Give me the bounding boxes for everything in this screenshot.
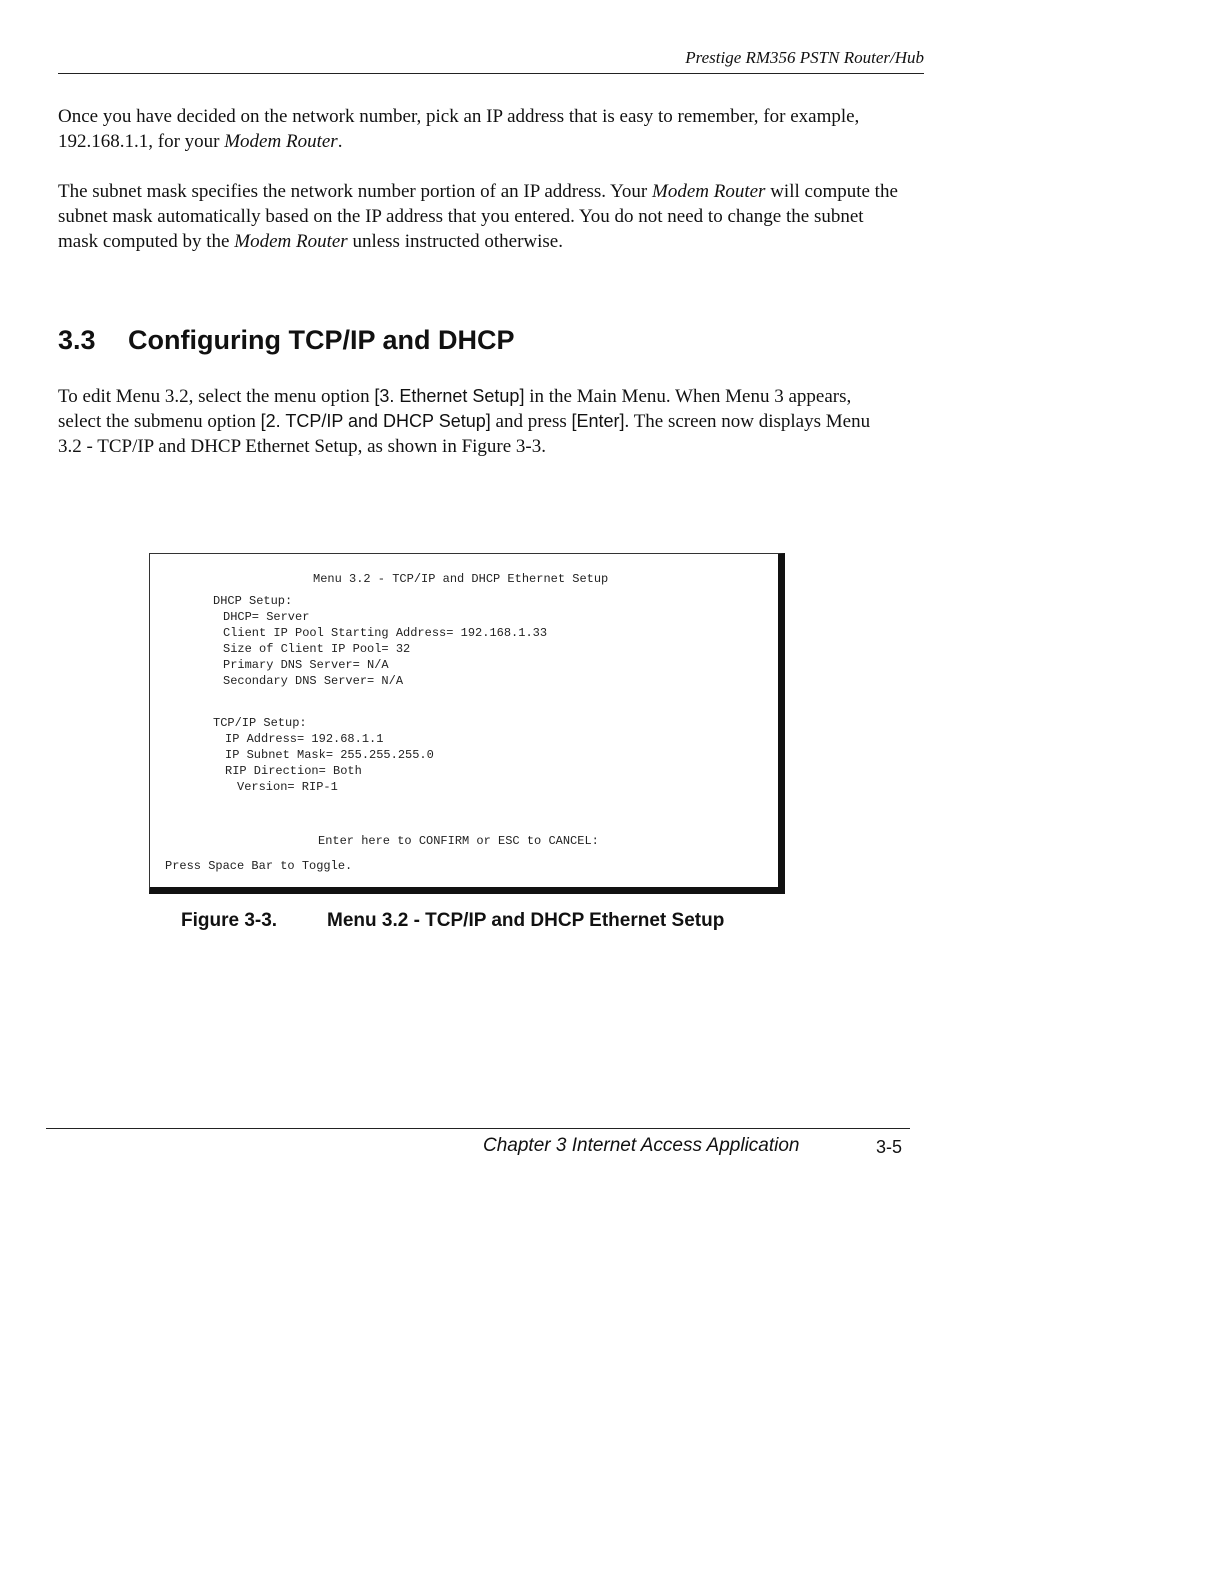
figure-caption-text: Menu 3.2 - TCP/IP and DHCP Ethernet Setup xyxy=(327,910,725,931)
paragraph-text: will compute the subnet mask automatically based on the IP address that you entered. You do not need to change the subnet mask computed by the xyxy=(58,181,898,252)
section-heading xyxy=(58,322,515,358)
terminal-screen xyxy=(149,553,785,894)
running-header: Prestige RM356 PSTN Router/Hub xyxy=(685,48,924,67)
paragraph-text: Once you have decided on the network number, pick an IP address that is easy to remember, for example, 192.168.1.1, for your xyxy=(58,106,860,152)
figure-label: Figure 3-3. xyxy=(181,910,278,931)
footer-rule xyxy=(46,1128,910,1129)
modem-router-term: Modem Router xyxy=(224,131,338,152)
paragraph-text: . The screen now displays Menu 3.2 - TCP/IP and DHCP Ethernet Setup, as shown in Figure 3-3. xyxy=(58,411,871,457)
modem-router-term: Modem Router xyxy=(234,231,348,252)
modem-router-term: Modem Router xyxy=(652,181,766,202)
paragraph-text: unless instructed otherwise. xyxy=(347,231,563,252)
paragraph-edit-menu xyxy=(58,384,898,459)
footer-chapter: Chapter 3 Internet Access Application xyxy=(483,1135,800,1156)
pool-start-field[interactable]: Client IP Pool Starting Address= 192.168.1.33 xyxy=(223,626,548,640)
page-number: 3-5 xyxy=(876,1137,903,1157)
key-enter: [Enter] xyxy=(571,411,625,431)
paragraph-ip-address xyxy=(58,104,898,154)
rip-version-field[interactable]: Version= RIP-1 xyxy=(237,780,338,794)
menu-option-ethernet-setup: [3. Ethernet Setup] xyxy=(374,386,525,406)
rip-direction-field[interactable]: RIP Direction= Both xyxy=(225,764,362,778)
figure-caption xyxy=(181,910,724,932)
ip-address-field[interactable]: IP Address= 192.68.1.1 xyxy=(225,732,384,746)
menu-option-tcpip-dhcp-setup: [2. TCP/IP and DHCP Setup] xyxy=(260,411,491,431)
pool-size-field[interactable]: Size of Client IP Pool= 32 xyxy=(223,642,411,656)
paragraph-subnet-mask xyxy=(58,179,898,254)
paragraph-text: To edit Menu 3.2, select the menu option xyxy=(58,386,375,407)
paragraph-text: . xyxy=(337,131,343,152)
paragraph-text: in the Main Menu. When Menu 3 appears, select the submenu option xyxy=(58,386,852,432)
tcpip-setup-heading: TCP/IP Setup: xyxy=(213,716,307,730)
section-title: Configuring TCP/IP and DHCP xyxy=(128,325,515,355)
dhcp-field[interactable]: DHCP= Server xyxy=(223,610,310,624)
paragraph-text: and press xyxy=(490,411,572,432)
header-rule xyxy=(58,73,924,74)
subnet-mask-field[interactable]: IP Subnet Mask= 255.255.255.0 xyxy=(225,748,434,762)
dhcp-setup-heading: DHCP Setup: xyxy=(213,594,293,608)
screen-title: Menu 3.2 - TCP/IP and DHCP Ethernet Setup xyxy=(313,572,609,586)
secondary-dns-field[interactable]: Secondary DNS Server= N/A xyxy=(223,674,404,688)
primary-dns-field[interactable]: Primary DNS Server= N/A xyxy=(223,658,389,672)
section-number: 3.3 xyxy=(58,325,96,355)
confirm-prompt[interactable]: Enter here to CONFIRM or ESC to CANCEL: xyxy=(318,834,599,848)
paragraph-text: The subnet mask specifies the network number portion of an IP address. Your xyxy=(58,181,652,202)
toggle-hint: Press Space Bar to Toggle. xyxy=(165,859,353,873)
